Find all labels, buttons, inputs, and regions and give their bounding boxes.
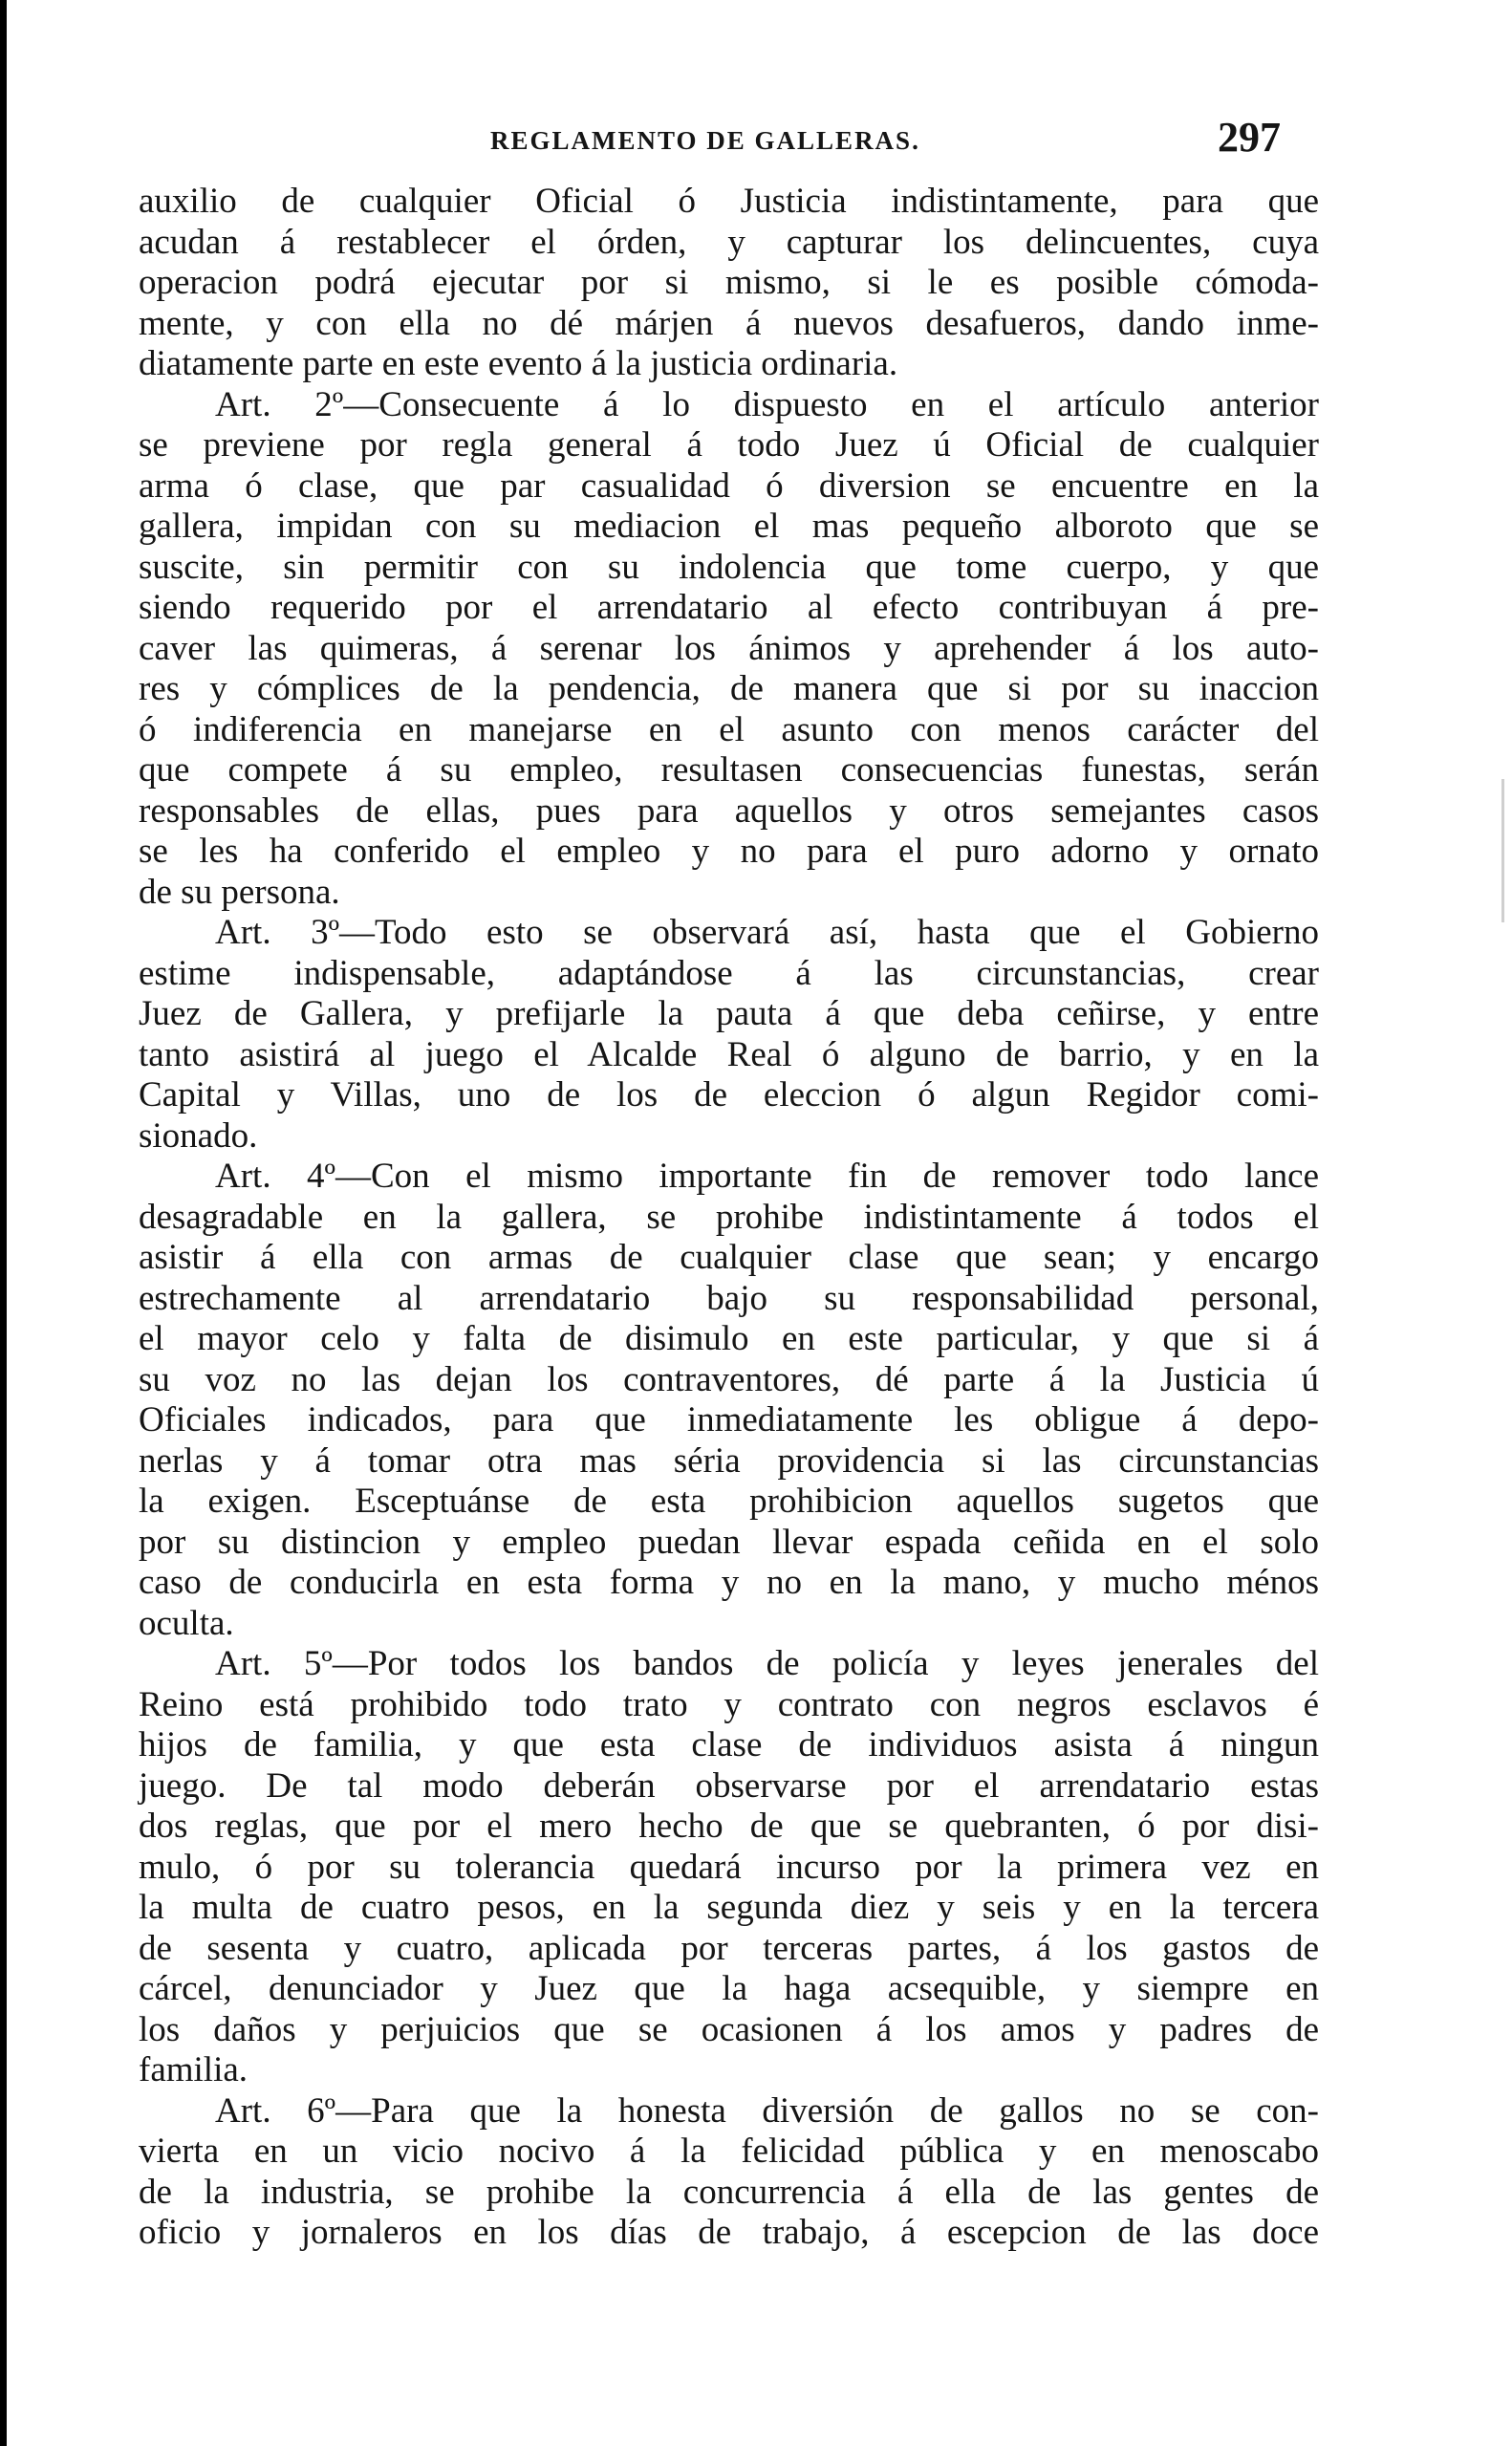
text-line: de sesenta y cuatro, aplicada por terceras partes, á los gastos de	[139, 1928, 1319, 1968]
text-line: se les ha conferido el empleo y no para el puro adorno y ornato	[139, 832, 1319, 871]
text-line: juego. De tal modo deberán observarse por el arrendatario estas	[139, 1765, 1319, 1806]
text-line: dos reglas, que por el mero hecho de que se quebranten, ó por disi-	[139, 1807, 1319, 1846]
text-line: tanto asistirá al juego el Alcalde Real ó alguno de barrio, y en la	[139, 1034, 1319, 1074]
text-line: hijos de familia, y que esta clase de individuos asista á ningun	[139, 1725, 1319, 1764]
page-number: 297	[1218, 114, 1281, 161]
text-line: suscite, sin permitir con su indolencia que tome cuerpo, y que	[139, 547, 1319, 587]
text-line: la exigen. Esceptuánse de esta prohibicion aquellos sugetos que	[139, 1482, 1319, 1521]
text-line: auxilio de cualquier Oficial ó Justicia indistintamente, para que	[139, 182, 1319, 221]
text-line: estrechamente al arrendatario bajo su responsabilidad personal,	[139, 1278, 1319, 1318]
text-line: de su persona.	[139, 872, 340, 912]
text-line: caver las quimeras, á serenar los ánimos y aprehender á los auto-	[139, 628, 1319, 668]
text-line: el mayor celo y falta de disimulo en este particular, y que si á	[139, 1319, 1319, 1358]
text-line: asistir á ella con armas de cualquier clase que sean; y encargo	[139, 1238, 1319, 1277]
article-5-heading-line: Art. 5º—Por todos los bandos de policía y leyes jenerales del	[215, 1644, 1319, 1683]
running-title: REGLAMENTO DE GALLERAS.	[490, 126, 920, 155]
text-line: caso de conducirla en esta forma y no en la mano, y mucho ménos	[139, 1563, 1319, 1602]
text-line: Capital y Villas, uno de los de eleccion ó algun Regidor comi-	[139, 1075, 1319, 1115]
text-line: desagradable en la gallera, se prohibe indistintamente á todos el	[139, 1197, 1319, 1237]
text-line: de la industria, se prohibe la concurrencia á ella de las gentes de	[139, 2172, 1319, 2212]
text-line: nerlas y á tomar otra mas séria providencia si las circunstancias	[139, 1440, 1319, 1481]
text-line: estime indispensable, adaptándose á las circunstancias, crear	[139, 953, 1319, 993]
text-line: responsables de ellas, pues para aquellos y otros semejantes casos	[139, 790, 1319, 831]
body-text	[139, 182, 1319, 2254]
text-line: acudan á restablecer el órden, y capturar los delincuentes, cuya	[139, 222, 1319, 262]
article-3-heading-line: Art. 3º—Todo esto se observará así, hasta que el Gobierno	[215, 913, 1319, 952]
text-line: ó indiferencia en manejarse en el asunto con menos carácter del	[139, 709, 1319, 749]
page-header	[139, 113, 1281, 170]
text-line: siendo requerido por el arrendatario al efecto contribuyan á pre-	[139, 588, 1319, 627]
text-line: sionado.	[139, 1115, 258, 1156]
scan-right-edge-mark	[1501, 779, 1504, 922]
text-line: familia.	[139, 2050, 248, 2089]
text-line: la multa de cuatro pesos, en la segunda diez y seis y en la tercera	[139, 1888, 1319, 1927]
text-line: mente, y con ella no dé márjen á nuevos desafueros, dando inme-	[139, 303, 1319, 343]
text-line: cárcel, denunciador y Juez que la haga acsequible, y siempre en	[139, 1969, 1319, 2008]
text-line: los daños y perjuicios que se ocasionen á los amos y padres de	[139, 2009, 1319, 2049]
text-line: vierta en un vicio nocivo á la felicidad pública y en menoscabo	[139, 2132, 1319, 2171]
text-line: gallera, impidan con su mediacion el mas pequeño alboroto que se	[139, 507, 1319, 546]
text-line: Juez de Gallera, y prefijarle la pauta á que deba ceñirse, y entre	[139, 994, 1319, 1033]
article-2-heading-line: Art. 2º—Consecuente á lo dispuesto en el artículo anterior	[215, 384, 1319, 424]
text-line: mulo, ó por su tolerancia quedará incurso por la primera vez en	[139, 1847, 1319, 1887]
text-line: que compete á su empleo, resultasen consecuencias funestas, serán	[139, 750, 1319, 790]
text-line: por su distincion y empleo puedan llevar espada ceñida en el solo	[139, 1522, 1319, 1562]
text-line: arma ó clase, que par casualidad ó diversion se encuentre en la	[139, 465, 1319, 506]
article-6-heading-line: Art. 6º—Para que la honesta diversión de gallos no se con-	[215, 2090, 1319, 2131]
text-line: diatamente parte en este evento á la justicia ordinaria.	[139, 344, 898, 383]
article-4-heading-line: Art. 4º—Con el mismo importante fin de remover todo lance	[215, 1157, 1319, 1196]
text-line: oficio y jornaleros en los días de trabajo, á escepcion de las doce	[139, 2213, 1319, 2252]
text-line: se previene por regla general á todo Juez ú Oficial de cualquier	[139, 425, 1319, 465]
text-line: oculta.	[139, 1603, 234, 1643]
text-line: res y cómplices de la pendencia, de manera que si por su inaccion	[139, 669, 1319, 708]
text-line: su voz no las dejan los contraventores, dé parte á la Justicia ú	[139, 1359, 1319, 1399]
text-line: Reino está prohibido todo trato y contrato con negros esclavos é	[139, 1684, 1319, 1724]
text-line: Oficiales indicados, para que inmediatamente les obligue á depo-	[139, 1400, 1319, 1439]
scan-left-edge	[0, 0, 7, 2446]
text-line: operacion podrá ejecutar por si mismo, si le es posible cómoda-	[139, 263, 1319, 302]
